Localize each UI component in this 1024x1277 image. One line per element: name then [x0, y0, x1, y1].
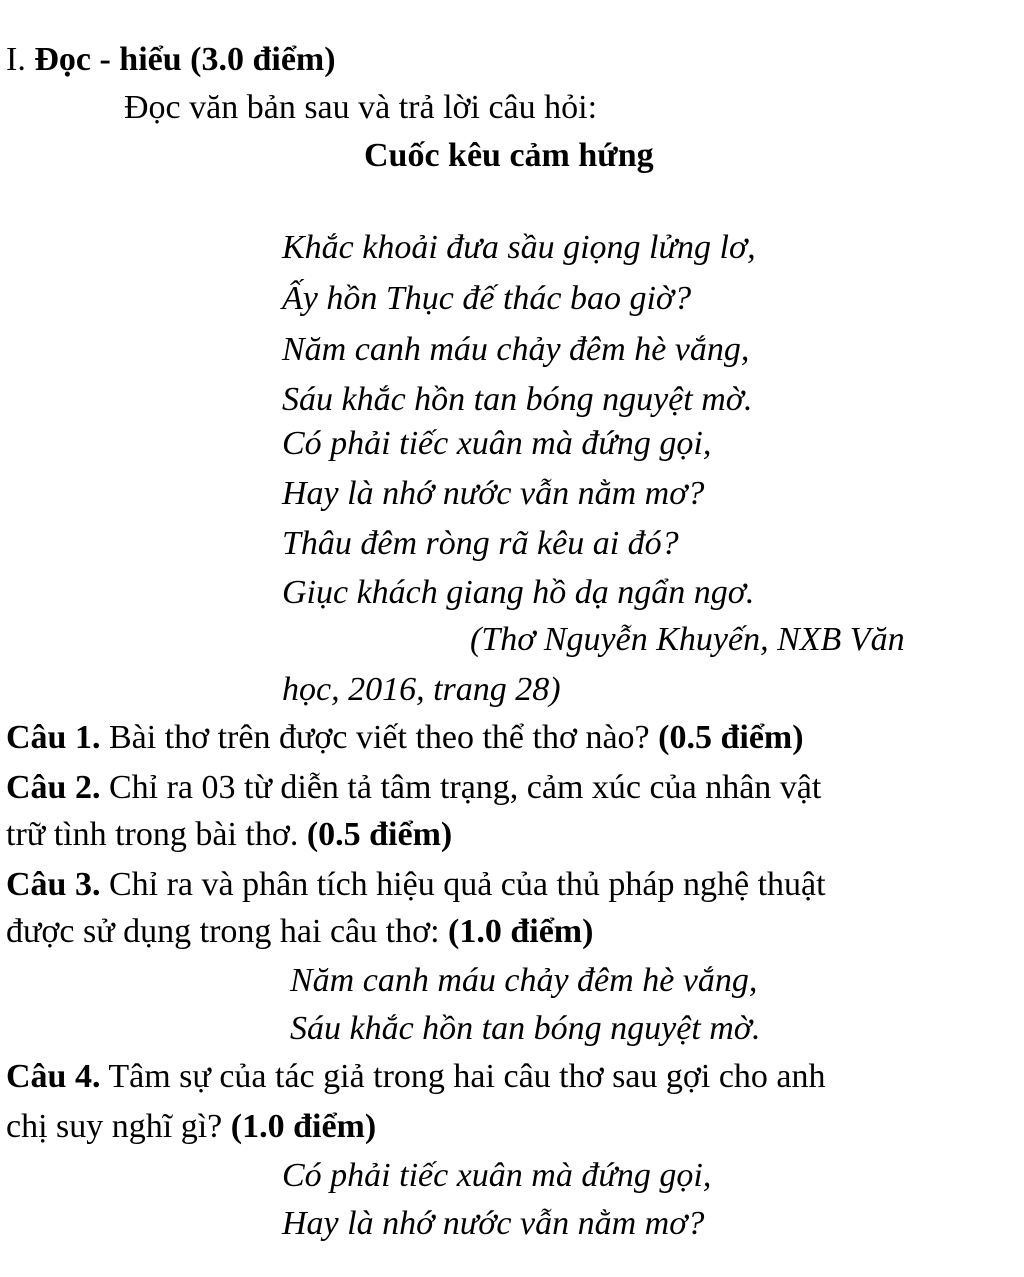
- poem-source-cont: học, 2016, trang 28): [282, 671, 561, 708]
- question-3: [6, 865, 826, 905]
- section-title: Đọc - hiểu (3.0 điểm): [34, 41, 336, 78]
- question-3-cont: [6, 912, 593, 952]
- instruction-text: Đọc văn bản sau và trả lời câu hỏi:: [124, 89, 598, 126]
- quote-line: Sáu khắc hồn tan bóng nguyệt mờ.: [290, 1010, 761, 1047]
- poem-line: Năm canh máu chảy đêm hè vắng,: [282, 331, 750, 368]
- question-2-cont: [6, 815, 452, 855]
- question-text: được sử dụng trong hai câu thơ:: [6, 913, 449, 950]
- question-4-cont: [6, 1107, 376, 1147]
- question-label: Câu 2.: [6, 769, 101, 806]
- question-points: (0.5 điểm): [306, 816, 453, 853]
- question-text: Chỉ ra và phân tích hiệu quả của thủ pháp nghệ thuật: [100, 866, 826, 903]
- question-points: (1.0 điểm): [230, 1108, 377, 1145]
- section-heading: [6, 40, 336, 80]
- question-4: [6, 1057, 826, 1097]
- question-text: trữ tình trong bài thơ.: [6, 816, 307, 853]
- question-label: Câu 4.: [6, 1058, 101, 1095]
- poem-line: Khắc khoải đưa sầu giọng lửng lơ,: [282, 229, 756, 266]
- poem-line: Sáu khắc hồn tan bóng nguyệt mờ.: [282, 381, 753, 418]
- quote-line: Có phải tiếc xuân mà đứng gọi,: [282, 1157, 712, 1194]
- quote-line: Hay là nhớ nước vẫn nằm mơ?: [282, 1205, 705, 1242]
- question-text: Tâm sự của tác giả trong hai câu thơ sau gợi cho anh: [100, 1058, 826, 1095]
- question-points: (0.5 điểm): [658, 719, 804, 756]
- question-1: [6, 718, 804, 758]
- question-label: Câu 3.: [6, 866, 101, 903]
- poem-line: Hay là nhớ nước vẫn nằm mơ?: [282, 475, 705, 512]
- section-numeral: I.: [6, 41, 26, 78]
- question-label: Câu 1.: [6, 719, 101, 756]
- poem-line: Giục khách giang hồ dạ ngẩn ngơ.: [282, 574, 755, 611]
- question-text: Bài thơ trên được viết theo thể thơ nào?: [100, 719, 659, 756]
- poem-line: Thâu đêm ròng rã kêu ai đó?: [282, 525, 679, 562]
- question-text: Chỉ ra 03 từ diễn tả tâm trạng, cảm xúc của nhân vật: [100, 769, 822, 806]
- poem-source: (Thơ Nguyễn Khuyến, NXB Văn: [470, 621, 905, 658]
- question-2: [6, 768, 821, 808]
- poem-title: Cuốc kêu cảm hứng: [364, 137, 654, 174]
- poem-line: Có phải tiếc xuân mà đứng gọi,: [282, 425, 712, 462]
- question-text: chị suy nghĩ gì?: [6, 1108, 231, 1145]
- quote-line: Năm canh máu chảy đêm hè vắng,: [290, 962, 758, 999]
- poem-line: Ấy hồn Thục đế thác bao giờ?: [282, 280, 692, 317]
- question-points: (1.0 điểm): [448, 913, 594, 950]
